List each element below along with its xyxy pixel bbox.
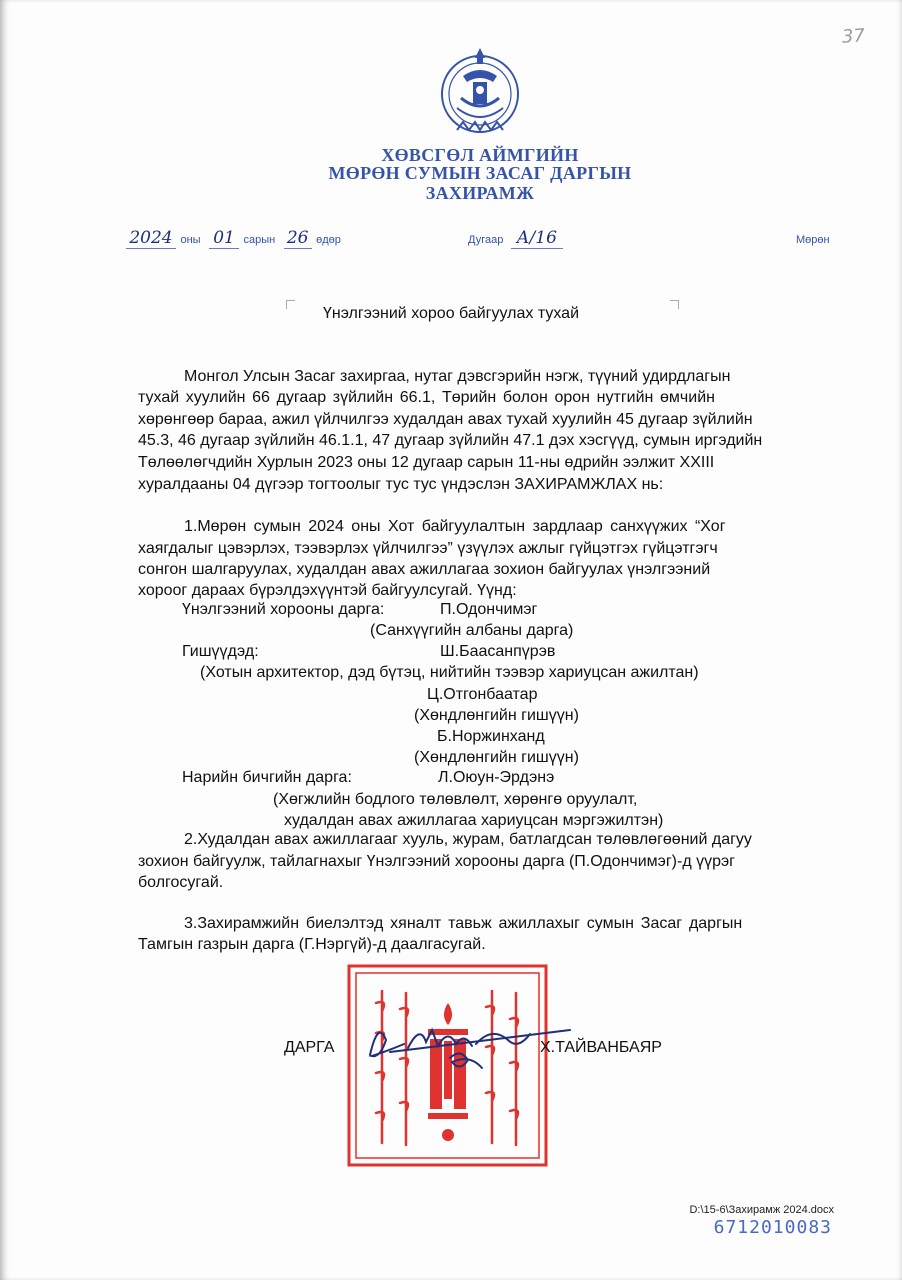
item2-line: болгосугай. <box>138 874 224 891</box>
preamble-line: хуралдааны 04 дүгээр тогтоолыг тус тус үндэслэн ЗАХИРАМЖЛАХ нь: <box>138 476 664 493</box>
item1-line: сонгон шалгаруулах, худалдан авах ажиллагаа зохион байгуулах үнэлгээний <box>138 561 711 578</box>
document-number: А/16 <box>511 228 563 249</box>
signatory-title: ДАРГА <box>284 1039 335 1056</box>
secretary-label: Нарийн бичгийн дарга: <box>182 769 352 786</box>
signatory-name: Х.ТАЙВАНБАЯР <box>540 1039 662 1056</box>
preamble-line: хөрөнгөөр бараа, ажил үйлчилгээ худалдан авах тухай хуулийн 45 дугаар зүйлийн <box>138 411 753 428</box>
date-line <box>126 228 341 249</box>
member3-name: Б.Норжинханд <box>437 728 545 745</box>
member1-role: (Хотын архитектор, дэд бүтэц, нийтийн тээвэр хариуцсан ажилтан) <box>200 664 699 681</box>
date-day-suffix: өдөр <box>316 234 341 246</box>
item1-line: 1.Мөрөн сумын 2024 оны Хот байгуулалтын зардлаар санхүүжих “Хог <box>184 518 726 535</box>
date-day: 26 <box>284 228 312 249</box>
member2-role: (Хөндлөнгийн гишүүн) <box>414 707 579 724</box>
number-label: Дугаар <box>468 234 504 246</box>
date-month-suffix: сарын <box>243 234 276 246</box>
document-title: Үнэлгээний хороо байгуулах тухай <box>322 305 580 322</box>
preamble-line: Монгол Улсын Засаг захиргаа, нутаг дэвсгэрийн нэгж, түүний удирдлагын <box>184 368 731 385</box>
item1-line: хороог дараах бүрэлдэхүүнтэй байгуулсугай. Үүнд: <box>138 582 517 599</box>
item3-line: Тамгын газрын дарга (Г.Нэргүй)-д даалгасугай. <box>138 936 486 953</box>
secretary-role: (Хөгжлийн бодлого төлөвлөлт, хөрөнгө оруулалт, <box>273 791 638 808</box>
number-line <box>468 228 563 249</box>
preamble-line: Төлөөлөгчдийн Хурлын 2023 оны 12 дугаар сарын 11-ны өдрийн ээлжит XXIII <box>138 454 715 471</box>
preamble-line: 45.3, 46 дугаар зүйлийн 46.1.1, 47 дугаар зүйлийн 47.1 дэх хэсгүүд, сумын иргэдийн <box>138 432 763 449</box>
secretary-name: Л.Оюун-Эрдэнэ <box>438 769 555 786</box>
item1-line: хаягдалыг цэвэрлэх, тээвэрлэх үйлчилгээ” үзүүлэх ажлыг гүйцэтгэх гүйцэтгэгч <box>138 540 718 557</box>
member3-role: (Хөндлөнгийн гишүүн) <box>414 749 579 766</box>
member1-name: Ш.Баасанпүрэв <box>440 643 556 660</box>
header-line-1: ХӨВСГӨЛ АЙМГИЙН <box>381 145 579 165</box>
date-month: 01 <box>209 228 239 249</box>
state-emblem-icon <box>433 42 527 136</box>
page-number: 37 <box>841 25 866 48</box>
place-label: Мөрөн <box>796 234 830 246</box>
header-line-2: МӨРӨН СУМЫН ЗАСАГ ДАРГЫН <box>328 163 632 183</box>
members-label: Гишүүдэд: <box>182 643 259 660</box>
member2-name: Ц.Отгонбаатар <box>427 686 538 703</box>
header-line-3: ЗАХИРАМЖ <box>425 183 535 203</box>
item2-line: 2.Худалдан авах ажиллагааг хууль, журам, батлагдсан төлөвлөгөөний дагуу <box>184 831 752 848</box>
serial-number: 6712010083 <box>713 1217 832 1238</box>
preamble-line: тухай хуулийн 66 дугаар зүйлийн 66.1, Төрийн болон орон нутгийн өмчийн <box>138 389 715 406</box>
date-year: 2024 <box>126 228 176 249</box>
chair-name: П.Одончимэг <box>440 601 538 618</box>
chair-label: Үнэлгээний хорооны дарга: <box>182 601 385 618</box>
item2-line: зохион байгуулж, тайлагнахыг Үнэлгээний хорооны дарга (П.Одончимэг)-д үүрэг <box>138 853 736 870</box>
file-path: D:\15-6\Захирамж 2024.docx <box>689 1204 834 1216</box>
chair-role: (Санхүүгийн албаны дарга) <box>370 622 574 639</box>
item3-line: 3.Захирамжийн биелэлтэд хяналт тавьж ажиллахыг сумын Засаг даргын <box>184 915 743 932</box>
secretary-role: худалдан авах ажиллагаа хариуцсан мэргэжилтэн) <box>284 812 664 829</box>
date-year-suffix: оны <box>180 234 201 246</box>
